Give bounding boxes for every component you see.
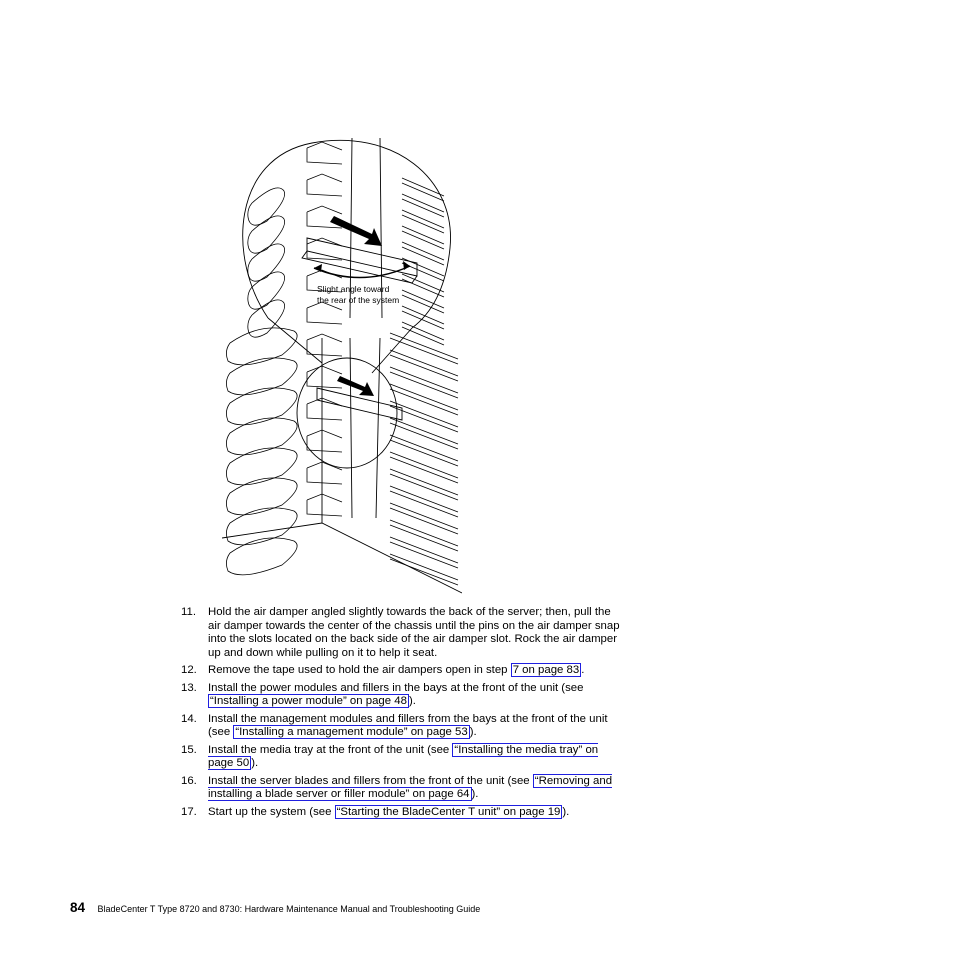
- step-number: 11.: [181, 606, 196, 618]
- lower-damper: [317, 388, 402, 420]
- step-text: Install the server blades and fillers from the front of the unit (see: [208, 774, 533, 787]
- step-text: Remove the tape used to hold the air dampers open in step: [208, 664, 511, 677]
- step-13: [181, 682, 621, 709]
- slot-guides: [307, 142, 342, 516]
- step-number: 17.: [181, 805, 197, 818]
- step-text-end: ).: [251, 757, 259, 770]
- insert-arrow-icon: [330, 216, 382, 246]
- step-number: 14.: [181, 712, 197, 725]
- step-11: [181, 606, 621, 660]
- step-text-end: ).: [408, 695, 416, 708]
- cross-reference-link[interactable]: “Starting the BladeCenter T unit” on page 19: [336, 805, 561, 818]
- step-text: Hold the air damper angled slightly towards the back of the server; then, pull the air damper towards the center of the chassis until the pins on the air damper snap into the slots located on the back side of the air damper slot. Rock the air damper up and down while pulling on it to help it seat.: [208, 606, 620, 659]
- page-footer: [70, 900, 480, 915]
- step-text: Install the media tray at the front of the unit (see: [208, 743, 453, 756]
- step-12: [181, 664, 621, 678]
- air-damper-illustration: [222, 138, 462, 598]
- heat-fins: [390, 178, 458, 585]
- step-number: 16.: [181, 774, 197, 787]
- figure-label-line1: Slight angle toward: [317, 284, 390, 294]
- step-17: [181, 806, 621, 820]
- cross-reference-link[interactable]: 7 on page 83: [512, 664, 580, 677]
- cross-reference-link[interactable]: “Installing a management module” on page 53: [235, 726, 468, 739]
- cross-reference-link[interactable]: “Removing and installing a blade server or filler module” on page 64: [208, 774, 613, 801]
- step-text-end: ).: [471, 788, 479, 801]
- step-15: [181, 744, 621, 771]
- step-number: 12.: [181, 664, 197, 677]
- zoom-damper: [302, 238, 417, 283]
- insert-arrow-small-icon: [337, 376, 374, 396]
- step-16: [181, 775, 621, 802]
- step-number: 13.: [181, 681, 197, 694]
- step-text-end: ).: [469, 726, 477, 739]
- step-text: Start up the system (see: [208, 805, 335, 818]
- cross-reference-link[interactable]: “Installing the media tray” on page 50: [208, 743, 599, 770]
- step-number: 15.: [181, 743, 197, 756]
- illustration-svg: [222, 138, 462, 598]
- step-14: [181, 713, 621, 740]
- detail-circle: [297, 358, 397, 468]
- page-number: 84: [70, 900, 86, 915]
- step-text-end: ).: [562, 805, 570, 818]
- slot-rings-lower: [226, 328, 297, 575]
- footer-title: BladeCenter T Type 8720 and 8730: Hardware Maintenance Manual and Troubleshooting Guide: [97, 904, 481, 914]
- step-text: Install the management modules and fillers from the bays at the front of the unit (see: [208, 712, 608, 739]
- step-text-end: .: [581, 664, 585, 677]
- figure-label-line2: the rear of the system: [317, 295, 400, 305]
- instruction-steps: [181, 606, 621, 823]
- step-text: Install the power modules and fillers in the bays at the front of the unit (see: [208, 681, 584, 694]
- cross-reference-link[interactable]: “Installing a power module” on page 48: [210, 695, 407, 708]
